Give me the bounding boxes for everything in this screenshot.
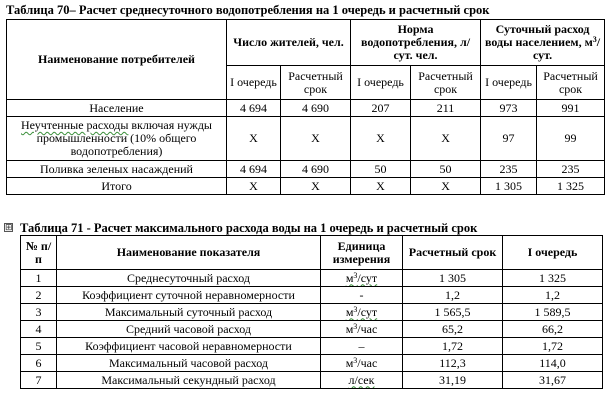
cell-first: 31,67 [503, 372, 603, 389]
cell-num: 7 [21, 372, 57, 389]
cell-residents-calc: X [281, 117, 351, 161]
table-row [21, 355, 603, 372]
cell-first: 1,2 [503, 287, 603, 304]
table-row [21, 338, 603, 355]
cell-calc: 1 305 [403, 270, 503, 287]
table71-water-max [20, 235, 603, 389]
cell-norm-first: X [351, 117, 411, 161]
table71-caption: Таблица 71 - Расчет максимального расхода воды на 1 очередь и расчетный срок [20, 221, 478, 235]
row-name: Неучтенные расходы включая нужды промышленности (10% общего водопотребления) [7, 117, 227, 161]
header-residents: Число жителей, чел. [227, 20, 351, 66]
cell-first: 1 325 [503, 270, 603, 287]
sub-calc-period: Расчетный срок [537, 66, 605, 100]
table-row [7, 117, 605, 161]
cell-daily-first: 973 [481, 100, 537, 117]
cell-norm-first: 50 [351, 161, 411, 178]
cell-first: 66,2 [503, 321, 603, 338]
table-row [21, 372, 603, 389]
cell-indicator: Максимальный суточный расход [57, 304, 321, 321]
cell-residents-first: X [227, 178, 281, 195]
cell-first: 1 589,5 [503, 304, 603, 321]
cell-norm-first: X [351, 178, 411, 195]
cell-calc: 1 565,5 [403, 304, 503, 321]
cell-calc: 1,2 [403, 287, 503, 304]
cell-unit: л/сек [321, 372, 403, 389]
cell-indicator: Среднесуточный расход [57, 270, 321, 287]
header-norm: Норма водопотребления, л/сут. чел. [351, 20, 481, 66]
cell-num: 3 [21, 304, 57, 321]
table-row [21, 321, 603, 338]
cell-num: 2 [21, 287, 57, 304]
table70-caption: Таблица 70– Расчет среднесуточного водопотребления на 1 очередь и расчетный срок [6, 3, 490, 17]
cell-indicator: Средний часовой расход [57, 321, 321, 338]
sub-first-stage: I очередь [481, 66, 537, 100]
table70-water-daily [6, 19, 605, 195]
cell-daily-calc: 991 [537, 100, 605, 117]
sub-calc-period: Расчетный срок [281, 66, 351, 100]
cell-first: 114,0 [503, 355, 603, 372]
cell-residents-first: 4 694 [227, 161, 281, 178]
cell-indicator: Максимальный секундный расход [57, 372, 321, 389]
sub-first-stage: I очередь [227, 66, 281, 100]
cell-indicator: Коэффициент суточной неравномерности [57, 287, 321, 304]
cell-calc: 31,19 [403, 372, 503, 389]
table-row [21, 304, 603, 321]
cell-norm-calc: X [411, 117, 481, 161]
cell-residents-calc: X [281, 178, 351, 195]
cell-num: 5 [21, 338, 57, 355]
cell-norm-calc: 211 [411, 100, 481, 117]
cell-unit: $м^3$/час [321, 355, 403, 372]
cell-daily-calc: 235 [537, 161, 605, 178]
cell-residents-first: 4 694 [227, 100, 281, 117]
cell-daily-calc: 99 [537, 117, 605, 161]
cell-daily-first: 1 305 [481, 178, 537, 195]
header-indicator-name: Наименование показателя [57, 236, 321, 270]
cell-calc: 65,2 [403, 321, 503, 338]
cell-first: 1,72 [503, 338, 603, 355]
header-first-stage: I очередь [503, 236, 603, 270]
row-name: Население [7, 100, 227, 117]
table-row [21, 287, 603, 304]
row-name: Итого [7, 178, 227, 195]
cell-norm-first: 207 [351, 100, 411, 117]
cell-num: 6 [21, 355, 57, 372]
cell-calc: 1,72 [403, 338, 503, 355]
header-num: № п/п [21, 236, 57, 270]
cell-unit: - [321, 287, 403, 304]
table-move-handle-icon[interactable]: ⊞ [5, 223, 13, 233]
cell-residents-first: X [227, 117, 281, 161]
cell-norm-calc: X [411, 178, 481, 195]
sub-calc-period: Расчетный срок [411, 66, 481, 100]
table-row [7, 161, 605, 178]
header-unit: Единица измерения [321, 236, 403, 270]
cell-unit: $м^3$/сут [321, 304, 403, 321]
sub-first-stage: I очередь [351, 66, 411, 100]
cell-num: 1 [21, 270, 57, 287]
cell-unit: $м^3$/час [321, 321, 403, 338]
cell-norm-calc: 50 [411, 161, 481, 178]
cell-indicator: Максимальный часовой расход [57, 355, 321, 372]
header-consumer-name: Наименование потребителей [7, 20, 227, 100]
cell-calc: 112,3 [403, 355, 503, 372]
header-daily-consumption: Суточный расход воды населением, $м^3$/сут. [481, 20, 605, 66]
row-name: Поливка зеленых насаждений [7, 161, 227, 178]
cell-unit: – [321, 338, 403, 355]
cell-daily-first: 97 [481, 117, 537, 161]
cell-daily-first: 235 [481, 161, 537, 178]
cell-daily-calc: 1 325 [537, 178, 605, 195]
cell-residents-calc: 4 690 [281, 161, 351, 178]
cell-indicator: Коэффициент часовой неравномерности [57, 338, 321, 355]
table-row [7, 100, 605, 117]
cell-residents-calc: 4 690 [281, 100, 351, 117]
cell-unit: $м^3$/сут [321, 270, 403, 287]
header-calc-period: Расчетный срок [403, 236, 503, 270]
cell-num: 4 [21, 321, 57, 338]
table-row [21, 270, 603, 287]
table-row-total [7, 178, 605, 195]
